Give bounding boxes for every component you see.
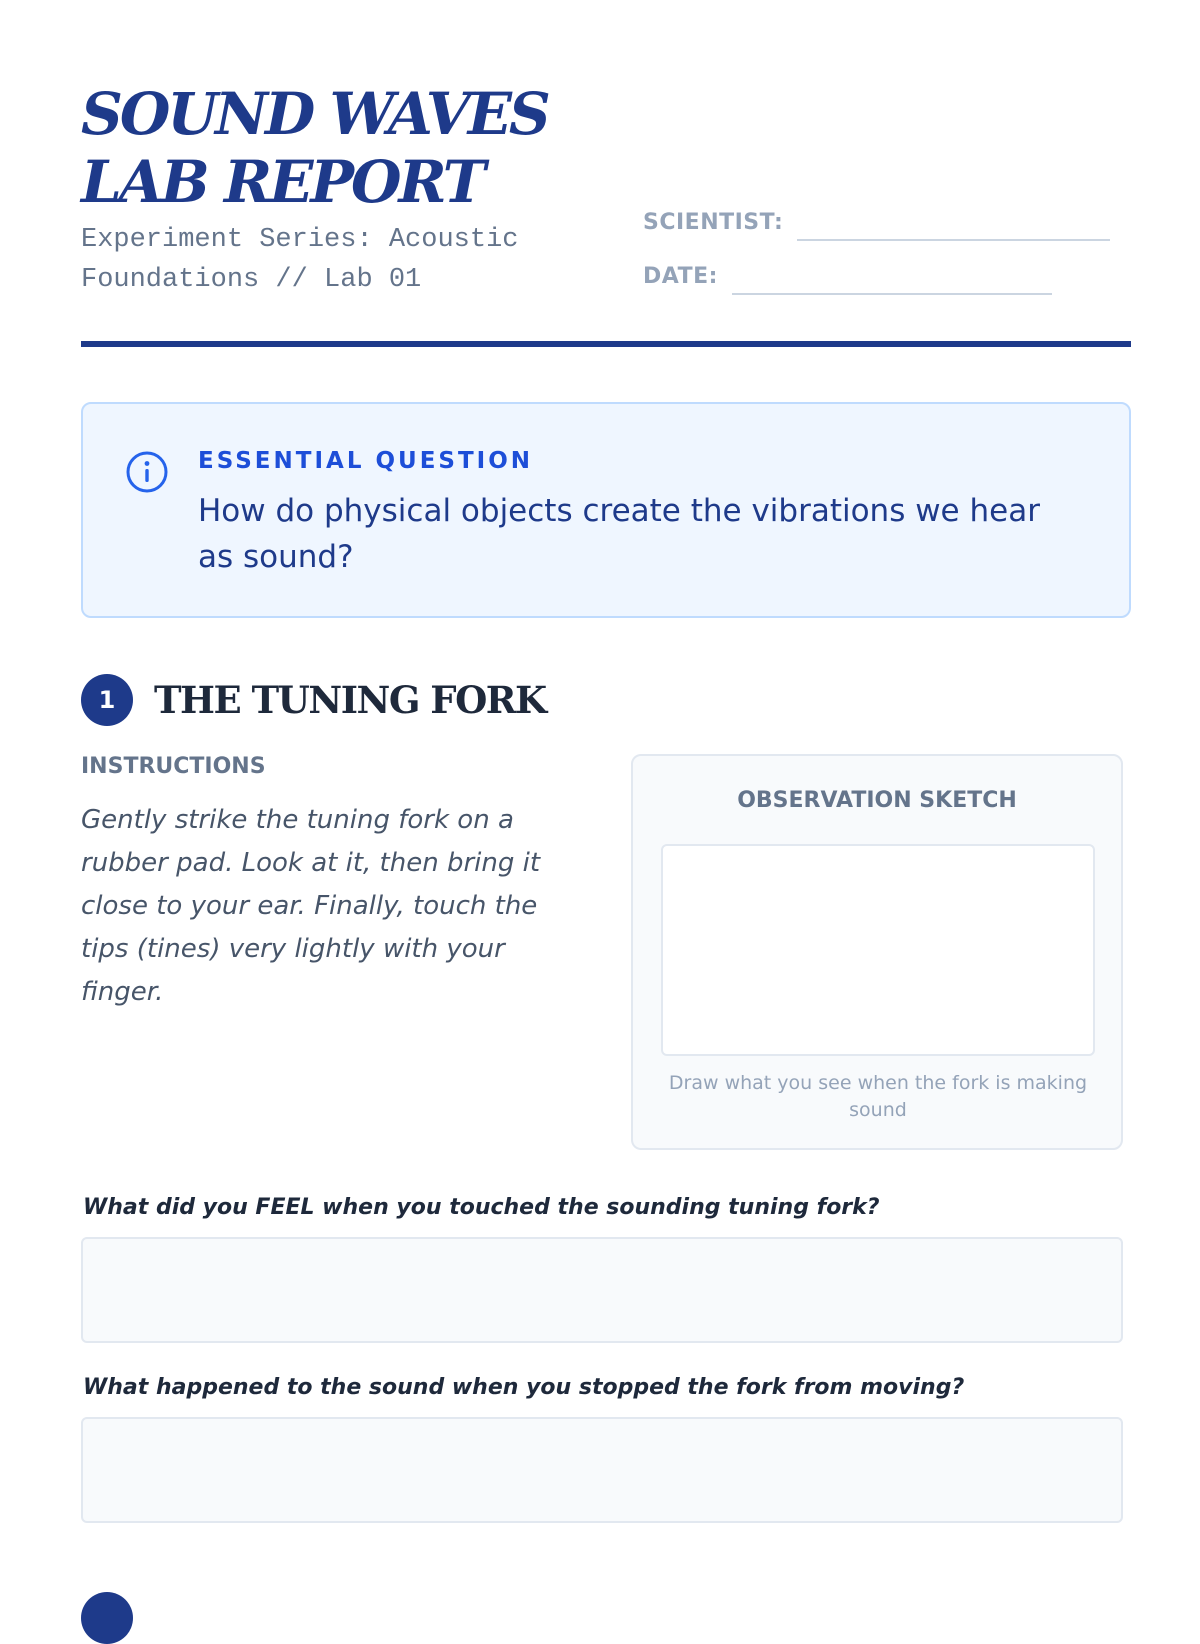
scientist-input-line[interactable]	[797, 239, 1110, 241]
observation-sketch-card	[631, 754, 1123, 1150]
section-number-badge: 1	[81, 674, 133, 726]
question-stop: What happened to the sound when you stopped the fork from moving?	[83, 1375, 965, 1400]
sketch-drawing-area[interactable]	[661, 844, 1095, 1056]
experiment-subtitle: Experiment Series: Acoustic Foundations // Lab 01	[81, 225, 519, 295]
question-feel: What did you FEEL when you touched the sounding tuning fork?	[83, 1195, 880, 1220]
header-divider	[81, 341, 1131, 347]
info-icon	[125, 450, 169, 494]
date-input-line[interactable]	[732, 293, 1052, 295]
answer-box-stop[interactable]	[81, 1417, 1123, 1523]
instructions-text: Gently strike the tuning fork on a rubber pad. Look at it, then bring it close to your ear. Finally, touch the tips (tines) very lightly with your finger.	[81, 805, 541, 1007]
instructions-label: INSTRUCTIONS	[81, 754, 266, 779]
essential-question-label: ESSENTIAL QUESTION	[198, 448, 534, 474]
section-heading	[81, 674, 546, 726]
essential-question-callout	[81, 402, 1131, 618]
essential-question-text: How do physical objects create the vibrations we hear as sound?	[198, 493, 1040, 575]
lab-report-page	[81, 0, 1131, 1600]
scientist-field	[643, 210, 1110, 235]
date-label: DATE:	[643, 264, 718, 289]
section-title: THE TUNING FORK	[154, 678, 546, 722]
report-title: SOUND WAVES LAB REPORT	[81, 80, 548, 216]
sketch-caption: Draw what you see when the fork is making sound	[668, 1072, 1088, 1121]
answer-box-feel[interactable]	[81, 1237, 1123, 1343]
scientist-label: SCIENTIST:	[643, 210, 784, 235]
sketch-title: OBSERVATION SKETCH	[737, 788, 1017, 813]
date-field	[643, 264, 1052, 289]
